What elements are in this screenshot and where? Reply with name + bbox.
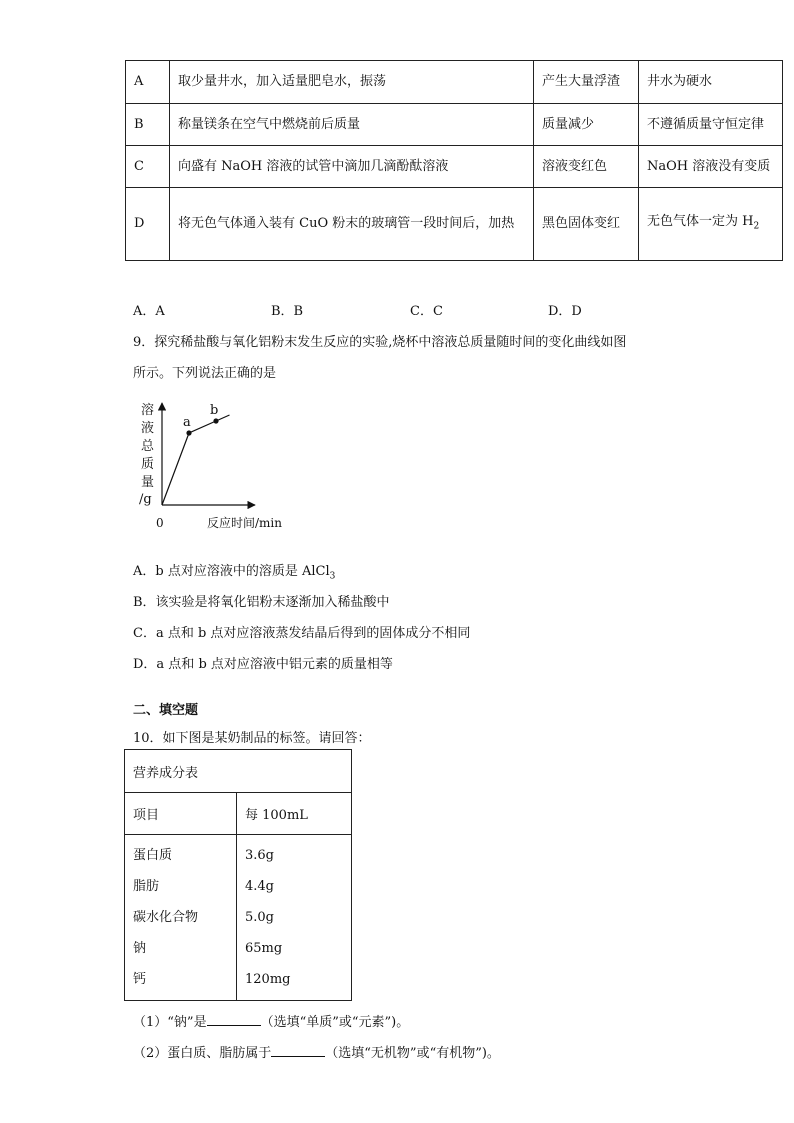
operation-cell: 取少量井水，加入适量肥皂水，振荡	[170, 61, 534, 104]
y-axis-label-char: 液	[141, 421, 155, 436]
phenomenon-cell: 溶液变红色	[534, 146, 639, 188]
q10-sub1	[133, 1011, 409, 1030]
q8-option-b[interactable]: B．B	[271, 304, 304, 319]
q9-option-a-subscript: 3	[329, 571, 336, 582]
y-axis-label-char: 总	[141, 439, 155, 454]
row-label: A	[126, 61, 170, 104]
operation-cell: 称量镁条在空气中燃烧前后质量	[170, 104, 534, 146]
q9-stem-line2: 所示。下列说法正确的是	[133, 366, 277, 381]
nutrient-name: 碳水化合物	[133, 910, 199, 925]
x-axis-label: 反应时间/min	[207, 516, 282, 530]
y-axis-unit: /g	[139, 492, 152, 507]
conclusion-cell: NaOH 溶液没有变质	[639, 146, 783, 188]
table-row	[126, 188, 783, 261]
nutrient-name: 钙	[133, 972, 147, 987]
table-row	[125, 793, 352, 835]
table-row	[126, 146, 783, 188]
phenomenon-cell: 质量减少	[534, 104, 639, 146]
y-axis-label-char: 质	[141, 457, 155, 472]
q9-option-d[interactable]: D．a 点和 b 点对应溶液中铝元素的质量相等	[133, 657, 393, 672]
nutrient-value: 5.0g	[245, 910, 274, 925]
q10-stem: 10．如下图是某奶制品的标签。请回答：	[133, 731, 371, 746]
q9-option-a[interactable]	[133, 560, 335, 582]
q10-sub2-before: （2）蛋白质、脂肪属于	[133, 1046, 272, 1061]
q10-sub1-before: （1）“钠”是	[133, 1015, 207, 1030]
nutrient-value: 120mg	[245, 972, 291, 987]
q9-stem-line1: 9．探究稀盐酸与氧化铝粉末发生反应的实验,烧杯中溶液总质量随时间的变化曲线如图	[133, 335, 627, 350]
row-label: D	[126, 188, 170, 261]
header-per: 每 100mL	[237, 793, 352, 835]
nutrient-values	[237, 835, 352, 1001]
q9-option-c[interactable]: C．a 点和 b 点对应溶液蒸发结晶后得到的固体成分不相同	[133, 626, 471, 641]
q10-sub2	[133, 1042, 500, 1061]
nutrient-value: 4.4g	[245, 879, 274, 894]
nutrient-name: 钠	[133, 941, 147, 956]
conclusion-cell: 井水为硬水	[639, 61, 783, 104]
row-label: C	[126, 146, 170, 188]
q8-option-c[interactable]: C．C	[410, 304, 443, 319]
answer-blank-1[interactable]	[207, 1013, 261, 1026]
series-line	[162, 415, 230, 505]
y-axis-label-char: 量	[141, 475, 155, 490]
q8-option-d[interactable]: D．D	[548, 304, 582, 319]
q8-option-a[interactable]: A．A	[133, 304, 165, 319]
point-label-a: a	[183, 415, 191, 430]
nutrition-table-title: 营养成分表	[125, 750, 352, 793]
answer-blank-2[interactable]	[271, 1044, 325, 1057]
conclusion-cell: 不遵循质量守恒定律	[639, 104, 783, 146]
table-row	[126, 61, 783, 104]
origin-label: 0	[156, 516, 164, 530]
nutrient-name: 脂肪	[133, 879, 160, 894]
section-title: 二、填空题	[133, 703, 199, 718]
q9-option-b[interactable]: B．该实验是将氧化铝粉末逐渐加入稀盐酸中	[133, 595, 390, 610]
nutrient-names	[125, 835, 237, 1001]
q9-chart	[125, 395, 305, 535]
y-axis-label-char: 溶	[141, 403, 155, 418]
operation-cell: 将无色气体通入装有 CuO 粉末的玻璃管一段时间后，加热	[170, 188, 534, 261]
q10-sub1-after: （选填“单质”或“元素”)。	[260, 1015, 410, 1030]
q9-option-a-text: A．b 点对应溶液中的溶质是 AlCl	[133, 564, 330, 579]
nutrition-table	[124, 749, 352, 1001]
phenomenon-cell: 黑色固体变红	[534, 188, 639, 261]
q8-table	[125, 60, 783, 261]
q10-sub2-after: （选填“无机物”或“有机物”)。	[325, 1046, 500, 1061]
table-row	[126, 104, 783, 146]
phenomenon-cell: 产生大量浮渣	[534, 61, 639, 104]
conclusion-subscript: 2	[753, 221, 760, 232]
nutrient-name: 蛋白质	[133, 848, 173, 863]
table-row	[125, 835, 352, 1001]
nutrient-value: 3.6g	[245, 848, 274, 863]
conclusion-text: 无色气体一定为 H	[647, 213, 754, 229]
table-row	[125, 750, 352, 793]
row-label: B	[126, 104, 170, 146]
point-label-b: b	[210, 403, 219, 418]
header-item: 项目	[125, 793, 237, 835]
operation-cell: 向盛有 NaOH 溶液的试管中滴加几滴酚酞溶液	[170, 146, 534, 188]
data-point-b	[213, 418, 218, 423]
nutrient-value: 65mg	[245, 941, 283, 956]
data-point-a	[186, 430, 191, 435]
conclusion-cell	[639, 188, 783, 261]
